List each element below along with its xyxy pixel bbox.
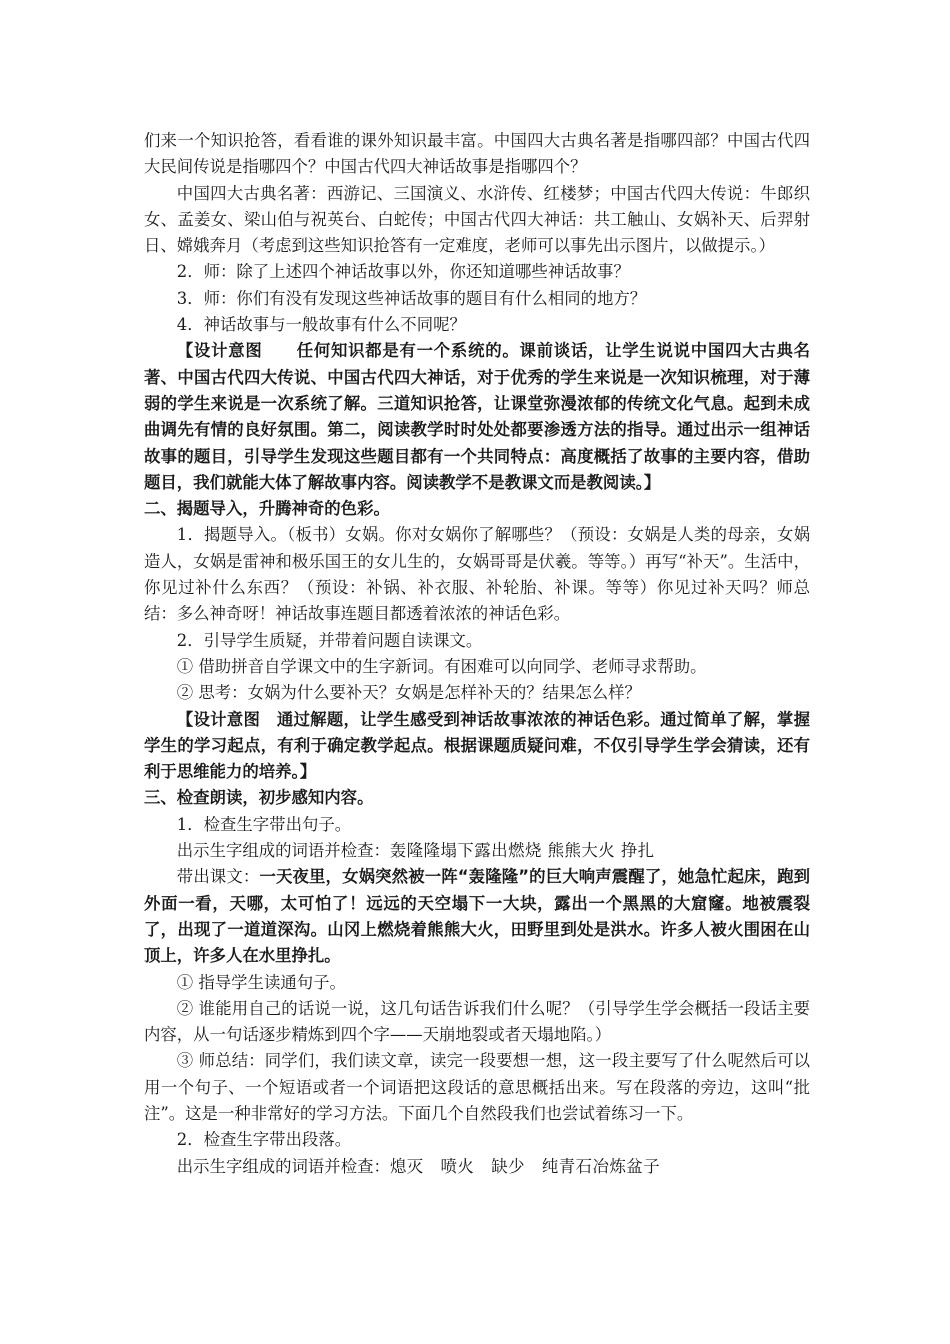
paragraph-question-3: 3．师：你们有没有发现这些神话故事的题目有什么相同的地方？ [176, 288, 647, 308]
paragraph-answers: 中国四大古典名著：西游记、三国演义、水浒传、红楼梦；中国古代四大传说：牛郎织女、孟姜女、梁山伯与祝英台、白蛇传；中国古代四大神话：共工触山、女娲补天、后羿射日、嫦娥奔月（考虑到这些知识抢答有一定难度，老师可以事先出示图片，以做提示。） [144, 183, 810, 256]
paragraph-intro: 们来一个知识抢答，看看谁的课外知识最丰富。中国四大古典名著是指哪四部？中国古代四大民间传说是指哪四个？中国古代四大神话故事是指哪四个？ [144, 131, 810, 177]
design-intent-1: 【设计意图 任何知识都是有一个系统的。课前谈话，让学生说说中国四大古典名著、中国古代四大传说、中国古代四大神话，对于优秀的学生来说是一次知识梳理，对于薄弱的学生来说是一次系统了解。三道知识抢答，让课堂弥漫浓郁的传统文化气息。起到未成曲调先有情的良好氛围。第二，阅读教学时时处处都要渗透方法的指导。通过出示一组神话故事的题目，引导学生发现这些题目都有一个共同特点：高度概括了故事的主要内容，借助题目，我们就能大体了解故事内容。阅读教学不是教课文而是教阅读。】 [144, 341, 810, 492]
excerpt-text: 一天夜里，女娲突然被一阵“轰隆隆”的巨大响声震醒了，她急忙起床，跑到外面一看，天哪，太可怕了！远远的天空塌下一大块，露出一个黑黑的大窟窿。地被震裂了，出现了一道道深沟。山冈上燃烧着熊熊大火，田野里到处是洪水。许多人被火围困在山顶上，许多人在水里挣扎。 [144, 867, 810, 966]
paragraph-word-list-1 [144, 838, 810, 864]
design-intent-2: 【设计意图 通过解题，让学生感受到神话故事浓浓的神话色彩。通过简单了解，掌握学生的学习起点，有利于确定教学起点。根据课题质疑问难，不仅引导学生学会猜读，还有利于思维能力的培养。】 [144, 709, 810, 782]
section-heading-3: 三、检查朗读，初步感知内容。 [144, 788, 374, 808]
paragraph-guide-questions: 2．引导学生质疑，并带着问题自读课文。 [176, 630, 483, 650]
paragraph-excerpt [144, 864, 810, 969]
paragraph-reveal-topic: 1．揭题导入。（板书）女娲。你对女娲你了解哪些？（预设：女娲是人类的母亲，女娲造人，女娲是雷神和极乐国王的女儿生的，女娲哥哥是伏羲。等等。）再写“补天”。生活中，你见过补什么东西？（预设：补锅、补衣服、补轮胎、补课。等等）你见过补天吗？师总结：多么神奇呀！神话故事连题目都透着浓浓的神话色彩。 [144, 525, 810, 624]
paragraph-sub-2: ② 谁能用自己的话说一说，这几句话告诉我们什么呢？（引导学生学会概括一段话主要内容，从一句话逐步精炼到四个字——天崩地裂或者天塌地陷。） [144, 998, 810, 1045]
paragraph-step-1: ① 借助拼音自学课文中的生字新词。有困难可以向同学、老师寻求帮助。 [176, 656, 707, 676]
document-page [144, 128, 810, 1180]
paragraph-step-2: ② 思考：女娲为什么要补天？女娲是怎样补天的？结果怎么样？ [176, 683, 641, 703]
paragraph-sub-3: ③ 师总结：同学们，我们读文章，读完一段要想一想，这一段主要写了什么呢然后可以用一个句子、一个短语或者一个词语把这段话的意思概括出来。写在段落的旁边，这叫“批注”。这是一种非常好的学习方法。下面几个自然段我们也尝试着练习一下。 [144, 1051, 810, 1123]
paragraph-word-list-2 [144, 1154, 810, 1180]
paragraph-check-words: 1．检查生字带出句子。 [176, 814, 352, 834]
section-heading-2: 二、揭题导入，升腾神奇的色彩。 [144, 499, 390, 519]
paragraph-sub-1: ① 指导学生读通句子。 [176, 972, 346, 992]
paragraph-question-4: 4．神话故事与一般故事有什么不同呢？ [176, 315, 466, 335]
word-list-label-1: 出示生字组成的词语并检查： [176, 841, 390, 861]
word-list-2: 熄灭 喷火 缺少 纯青石冶炼盆子 [389, 1156, 661, 1176]
excerpt-label: 带出课文： [176, 867, 260, 887]
word-list-label-2: 出示生字组成的词语并检查： [176, 1156, 390, 1176]
paragraph-check-paragraphs: 2．检查生字带出段落。 [176, 1130, 352, 1150]
word-list-1: 轰隆隆塌下露出燃烧 熊熊大火 挣扎 [389, 841, 655, 861]
paragraph-question-2: 2．师：除了上述四个神话故事以外，你还知道哪些神话故事？ [176, 262, 630, 282]
